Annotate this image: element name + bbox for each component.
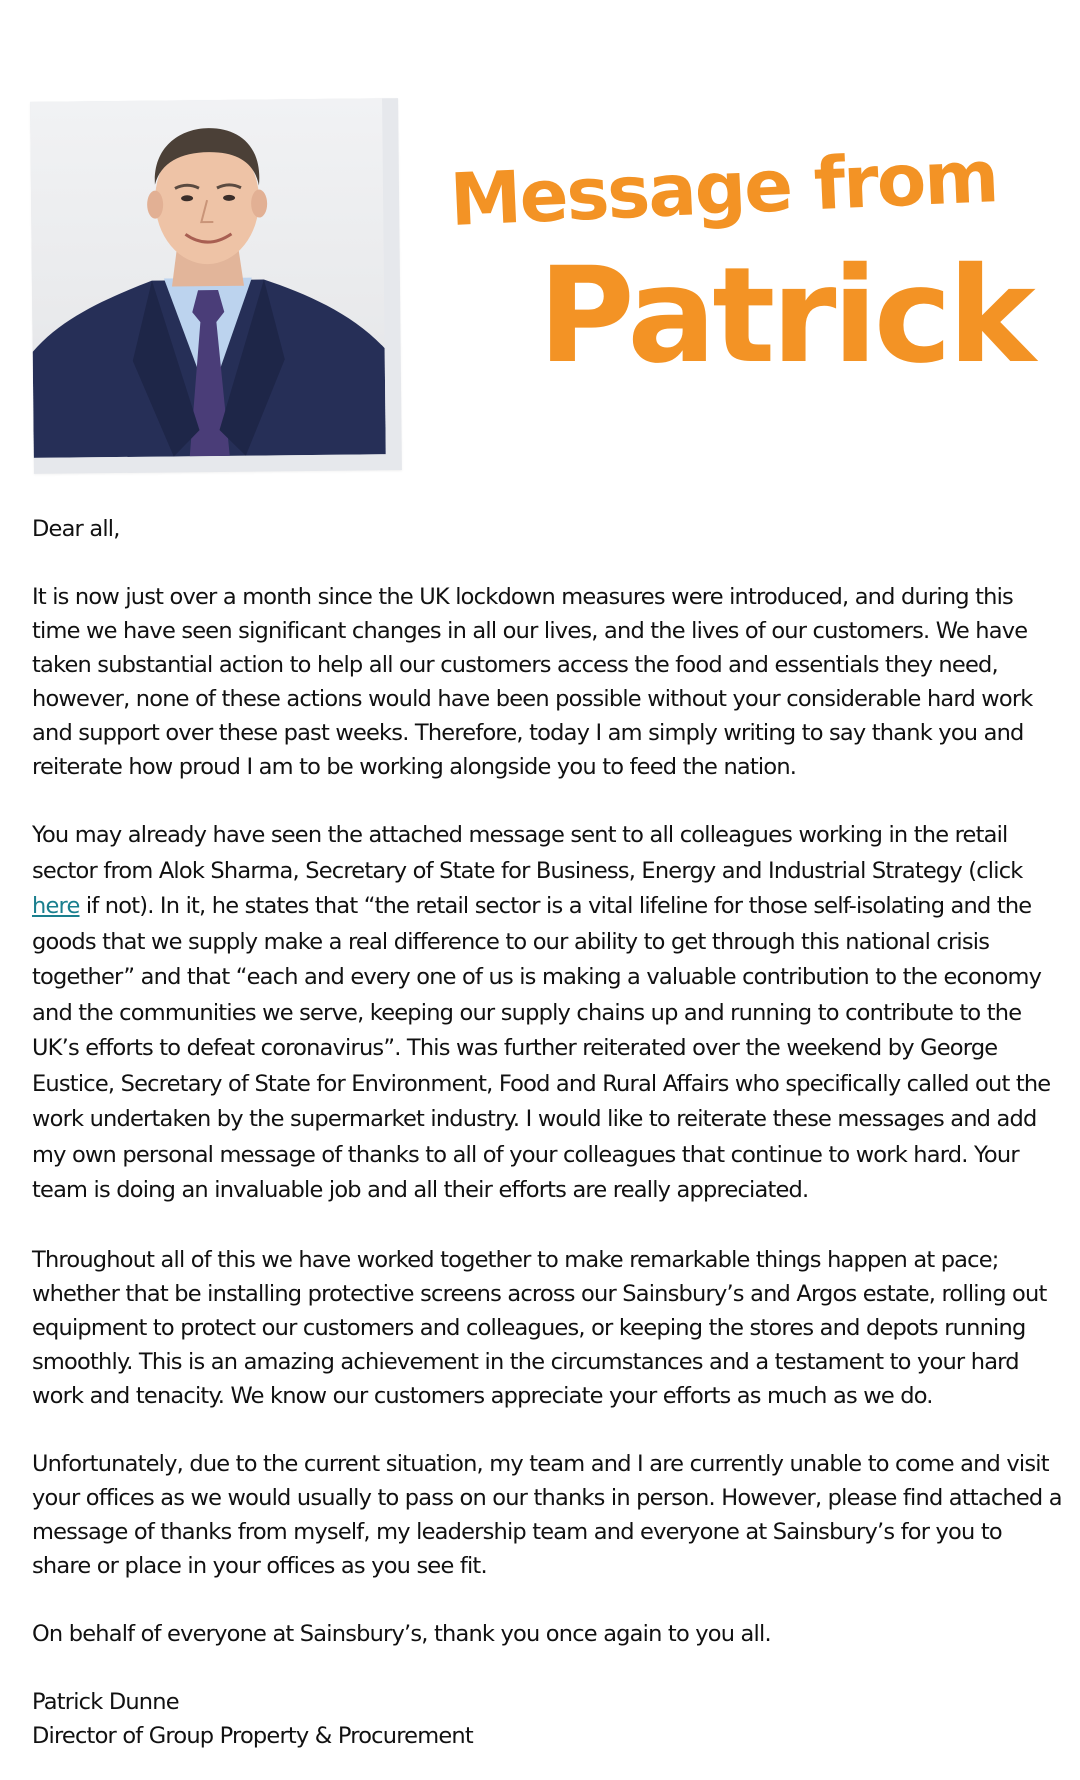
here-link[interactable]: here: [32, 893, 80, 919]
photo-frame: [30, 98, 402, 474]
paragraph-retail-sector-rest: if not). In it, he states that “the retail sector is a vital lifeline for those self-isolating and the goods that we supply make a real difference to our ability to get through this national crisis together” and that “each and every one of us is making a valuable contribution to the economy and the communities we serve, keeping our supply chains up and running to contribute to the UK’s efforts to defeat coronavirus”. This was further reiterated over the weekend by George Eustice, Secretary of State for Environment, Food and Rural Affairs who specifically called out the work undertaken by the supermarket industry. I would like to reiterate these messages and add my own personal message of thanks to all of your colleagues that continue to work hard. Your team is doing an invaluable job and all their efforts are really appreciated.: [32, 893, 1051, 1203]
paragraph-retail-sector-start: You may already have seen the attached message sent to all colleagues working in the retail sector from Alok Sharma, Secretary of State for Business, Energy and Industrial Strategy (click: [32, 822, 1023, 884]
salutation: Dear all,: [32, 516, 120, 542]
paragraph-achievements: Throughout all of this we have worked together to make remarkable things happen at pace; whether that be installing protective screens across our Sainsbury’s and Argos estate, rolling out equipment to protect our customers and colleagues, or keeping the stores and depots running smoothly. This is an amazing achievement in the circumstances and a testament to your hard work and tenacity. We know our customers appreciate your efforts as much as we do.: [32, 1246, 1047, 1409]
paragraph-lockdown: It is now just over a month since the UK lockdown measures were introduced, and during this time we have seen significant changes in all our lives, and the lives of our customers. We have taken substantial action to help all our customers access the food and essentials they need, however, none of these actions would have been possible without your considerable hard work and support over these past weeks. Therefore, today I am simply writing to say thank you and reiterate how proud I am to be working alongside you to feed the nation.: [32, 584, 1033, 780]
signature-name: Patrick Dunne: [32, 1688, 179, 1715]
header-banner: [0, 0, 1080, 480]
signature: [32, 1685, 1062, 1753]
paragraph-thanks-attached: Unfortunately, due to the current situation, my team and I are currently unable to come and visit your offices as we would usually to pass on our thanks in person. However, please find attached a message of thanks from myself, my leadership team and everyone at Sainsbury’s for you to share or place in your offices as you see fit.: [32, 1450, 1062, 1579]
paragraph-retail-sector: [32, 818, 1062, 1209]
heading-patrick: Patrick: [538, 239, 1032, 393]
signature-title: Director of Group Property & Procurement: [32, 1722, 473, 1749]
letter-body: [32, 512, 1062, 1753]
portrait-photo-icon: [30, 98, 386, 458]
heading-message-from: Message from: [448, 134, 999, 242]
paragraph-closing: On behalf of everyone at Sainsbury’s, thank you once again to you all.: [32, 1620, 771, 1647]
